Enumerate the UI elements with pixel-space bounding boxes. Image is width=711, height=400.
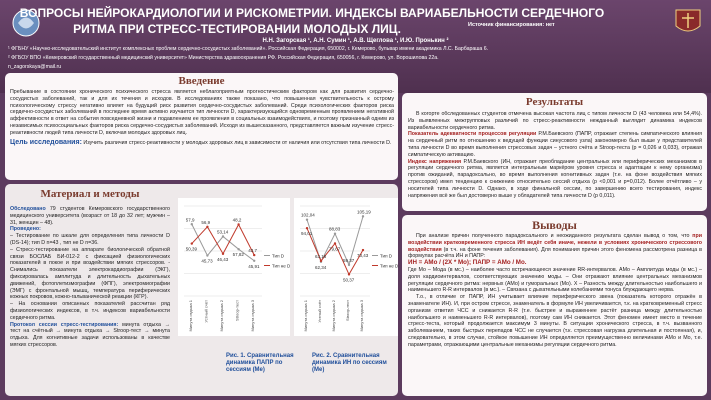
data-point xyxy=(253,254,255,256)
data-point xyxy=(222,253,224,255)
protocol-label: Протокол сессии стресс-тестирования: xyxy=(10,321,119,328)
data-label: 59,37 xyxy=(343,257,355,263)
data-label: 88,83 xyxy=(329,226,341,232)
data-point xyxy=(191,242,193,244)
conclusions-text xyxy=(408,233,702,394)
data-label: 50,37 xyxy=(343,277,355,283)
results-heading: Результаты xyxy=(525,96,584,108)
data-point xyxy=(334,233,336,235)
data-point xyxy=(206,226,208,228)
method-item-3: – На основании описанных показателей рассчитан ряд физиологических индексов, в т.ч. индексов вариабельности сердечного ритма. xyxy=(10,301,170,321)
data-label: 73,43 xyxy=(357,253,369,259)
papr-label: Показатель адекватности процессов регуляции xyxy=(408,131,537,138)
conclusions-p1-end: (в т.ч. на фоне течения заболевания). Для понимания причин этого феномена рассмотрена разница в формулах расчёта ИН и ПАПР: xyxy=(408,246,702,260)
results-p3: Р.М.Баевского (ИН, отражает преобладание центральных или периферических механизмов в регуляции сердечного ритма, является интегральным маркёром уровня стресса и адаптации к нему организма) против ожиданий, парадоксально, во время выполнения когнитивных задач (т.е. на фоне воздействия мягких стрессоров) имел тенденцию к снижению относительно сессий отдыха (р <0,001 и р=0,012). Более отчётливо – у носителей типа личности D. Однако, в ходе финальной сессии, по завершению всего тестирования, индекс напряжения всё же был достоверно выше у обладателей типа личности D (р 0,011). xyxy=(408,158,702,199)
figure-1-caption: Рис. 1. Сравнительная динамика ПАПР по сессиям (Ме) xyxy=(226,353,294,373)
intro-text xyxy=(10,89,394,177)
data-point xyxy=(306,219,308,221)
affiliation-2: ² ФГБОУ ВПО «Кемеровский государственный медицинский университет» Министерства здравоохранения РФ. Российская Федерация, 650056, г. Кемерово, ул. Ворошилова 22а. xyxy=(8,55,439,61)
funding-source: Источник финансирования: нет xyxy=(468,22,555,28)
category-tick-label: Устный счёт xyxy=(203,300,209,323)
right-logo-emblem xyxy=(670,6,706,36)
category-tick-label: Stroop-тест xyxy=(345,300,350,321)
page-title xyxy=(14,5,610,37)
category-tick-label: Stroop-тест xyxy=(234,300,240,321)
aim-label: Цель исследования: xyxy=(10,138,82,146)
results-p2: Р.М.Баевского (ПАПР, отражает степень симпатического влияния на сердечный ритм по отношению к ведущей функции синусового узла) закономерно был выше у представителей типа личности D во время выполнения стрессовых задач – устного счёта и Stroop-теста (p = 0,026 и 0,033), отражая симпатическую активацию. xyxy=(408,131,702,158)
title-line-1: ВОПРОСЫ НЕЙРОКАРДИОЛОГИИ И РИСКОМЕТРИИ. ИНДЕКСЫ ВАРИАБЕЛЬНОСТИ СЕРДЕЧНОГО xyxy=(19,6,605,20)
legend-label: Тип не D xyxy=(380,263,398,269)
data-label: 45,73 xyxy=(201,258,213,264)
data-label: 63,16 xyxy=(315,253,327,259)
data-point xyxy=(362,215,364,217)
affiliation-1: ¹ ФГБНУ «Научно-исследовательский институт комплексных проблем сердечно-сосудистых заболеваний». Российская Федерация, 650002, г. Кемерово, бульвар имени академика Л.С. Барбараша 6. xyxy=(8,46,489,52)
data-label: 79,67 xyxy=(329,246,341,252)
legend-label: Тип D xyxy=(272,253,285,259)
data-label: 102,04 xyxy=(301,212,315,218)
data-point xyxy=(253,260,255,262)
method-item-1: – Тестирование по шкале для определения типа личности D (DS-14); тип D n=43 , тип не D n=36. xyxy=(10,233,170,246)
conclusions-heading: Выводы xyxy=(532,218,577,232)
data-label: 45,91 xyxy=(248,263,260,269)
results-text xyxy=(408,111,702,209)
examined-label: Обследовано xyxy=(10,206,46,212)
data-point xyxy=(237,223,239,225)
data-point xyxy=(348,273,350,275)
conclusions-p1-bold: при воздействии кратковременного стресса ИН ведёт себя иначе, нежели в условиях хронического стрессового воздействия xyxy=(408,233,702,253)
data-label: 50,39 xyxy=(185,246,198,252)
data-point xyxy=(320,260,322,262)
legend-label: Тип D xyxy=(380,253,393,259)
authors: Н.Н. Загорская ¹, А.Н. Сумин ¹, А.В. Щеглова ¹, И.Ю. Пронькин ² xyxy=(262,38,449,44)
title-line-2: РИТМА ПРИ СТРЕСС-ТЕСТИРОВАНИИ МОЛОДЫХ ЛИЦ. xyxy=(73,22,401,36)
data-point xyxy=(334,242,336,244)
data-label: 94,01 xyxy=(301,231,313,237)
data-label: 62,34 xyxy=(315,264,327,270)
data-label: 48,2 xyxy=(232,217,242,223)
in-chart xyxy=(294,198,398,336)
data-point xyxy=(206,254,208,256)
formula: ИН = АМо / (2Х * Мо); ПАПР = АМо / Мо. xyxy=(408,259,527,267)
method-item-2: – Стресс-тестирование на аппарате биологической обратной связи БОСЛАБ БИ-012-2 с фиксацией физиологических показателей в покое и при воздействии мягких стрессоров. - Снимались показатели электрокардиографии (ЭКГ), фиксировалась амплитуда и длительность дыхательных движений, фотоплетизмографии (ФПГ), электромиографии (ЭМГ) с фронтальной мышц, температура периферических кожных покровов, кожно-гальванической реакции (КГР). xyxy=(10,246,170,301)
category-tick-label: Минута отдыха 1 xyxy=(187,300,193,332)
intro-heading: Введение xyxy=(178,75,225,87)
data-point xyxy=(348,264,350,266)
data-label: 43,7 xyxy=(248,248,257,254)
category-tick-label: Минута отдыха 2 xyxy=(331,300,336,332)
category-tick-label: Устный счёт xyxy=(317,300,322,323)
conclusions-p3: Т.о., в отличие от ПАПР, ИН учитывает влияние периферического звена (показатель которого отражён в знаменателе ИН). И, при остром стрессе, знаменатель в формуле ИН увеличивается, т.к. на кратковременный стресс организм ответил ЧСС и снижается R-R (т.е. быстрее и выраженнее растёт разница между длительностью наибольшего и наименьшего R-R интервалов), поэтому сам ИН снижается. Этот феномен имеет место в течение стресс-теста, который продолжается максимум 3 минуты. В ситуации хронического стресса, в т.ч. вызванного заболеванием, таких быстрых перепадов ЧСС не случается (т.к. стрессовая нагрузка длительная и постоянная), и, следовательно, в этом случае, стойкое повышение ИН определяется преимущественно величинами АМо и Мо, т.е. параметрами, отражающими центральные механизмы регуляции сердечного ритма. xyxy=(408,294,702,348)
done-label: Проведено: xyxy=(10,226,41,233)
figure-2-caption: Рис. 2. Сравнительная динамика ИН по сессиям (Ме) xyxy=(312,353,387,373)
intro-body: Пребывание в состоянии хронического психического стресса является неблагоприятным прогностическим фактором как для развития сердечно-сосудистых заболеваний, так и для их течения и исходов. В исследованиях также показано, что повышенная чувствительность к острому психологическому стрессу негативно влияет на будущий риск развития сердечно-сосудистых заболеваний. Среди психологических факторов риска сердечно-сосудистых заболеваний в последнее время активно изучается тип личности D, характеризующийся одновременным проявлением негативной аффективности в ответ на события повседневной жизни и подавлением ее проявления в социальных взаимодействиях, и поэтому признанный одним из независимых психосоциальных факторов риска сердечно-сосудистых заболеваний. Исходя из вышесказанного, представляется важным изучение стресс-реактивности людей типа личности D, включая молодых здоровых лиц. xyxy=(10,89,394,136)
data-label: 46,43 xyxy=(217,256,229,262)
conclusions-p2: Где Мо – Мода (в мс.) – наиболее часто встречающееся значение RR-интервалов. АМо – Амплитуда моды (в мс.) – доля кардиоинтервалов, соответствующих значению моды. – Они отражают влияние центральных механизмов регуляции сердечного ритма: нервных (АМо) и гуморальных (Мо). Х – Разность между длительностью наибольшего и наименьшего R-R интервалов (в мс.). – Связана с дыхательными колебаниями тонуса блуждающего нерва. xyxy=(408,266,702,294)
results-p1: В когорте обследованных студентов отмечена высокая частота лиц с типом личности D (43 человека или 54,4%). Из выявленных межгрупповых различий по стресс-реактивности нежданный выглядит динамика индексов вариабельности сердечного ритма. xyxy=(408,111,702,131)
data-label: 56,9 xyxy=(201,219,211,225)
methods-text xyxy=(10,206,170,394)
category-tick-label: Минута отдыха 3 xyxy=(250,300,256,332)
data-label: 105,19 xyxy=(357,209,371,215)
data-point xyxy=(362,249,364,251)
methods-heading: Материал и методы xyxy=(40,188,140,200)
category-tick-label: Минута отдыха 1 xyxy=(303,300,308,332)
data-label: 53,14 xyxy=(217,229,229,235)
data-point xyxy=(306,227,308,229)
data-point xyxy=(191,223,193,225)
data-point xyxy=(237,248,239,250)
papr-chart xyxy=(178,198,290,336)
conclusions-p1: При анализе причин полученного парадоксального и неожиданного результата сделан вывод о том, что xyxy=(416,233,690,239)
data-label: 57,82 xyxy=(232,252,244,258)
aim-text: Изучить различия стресс-реактивности у молодых здоровых лиц в зависимости от наличия или отсутствия типа личности D. xyxy=(83,139,392,146)
data-point xyxy=(222,235,224,237)
protocol-text: минута отдыха → тест на счётный → минута отдыха → Stroop-тест → минута отдыха. Для когнитивные задачи использованы в качестве мягких стрессоров. xyxy=(10,321,170,348)
category-tick-label: Минута отдыха 3 xyxy=(359,300,364,332)
category-tick-label: Минута отдыха 2 xyxy=(219,300,224,332)
legend-label: Тип не D xyxy=(272,263,290,269)
in-label: Индекс напряжения xyxy=(408,158,462,165)
email: n_zagorskaya@mail.ru xyxy=(8,64,62,70)
data-label: 57,9 xyxy=(185,217,195,223)
examined-text: 79 студентов Кемеровского государственного медицинского университета (возраст от 18 до 32 лет; мужчин – 31, женщин – 48). xyxy=(10,206,170,226)
